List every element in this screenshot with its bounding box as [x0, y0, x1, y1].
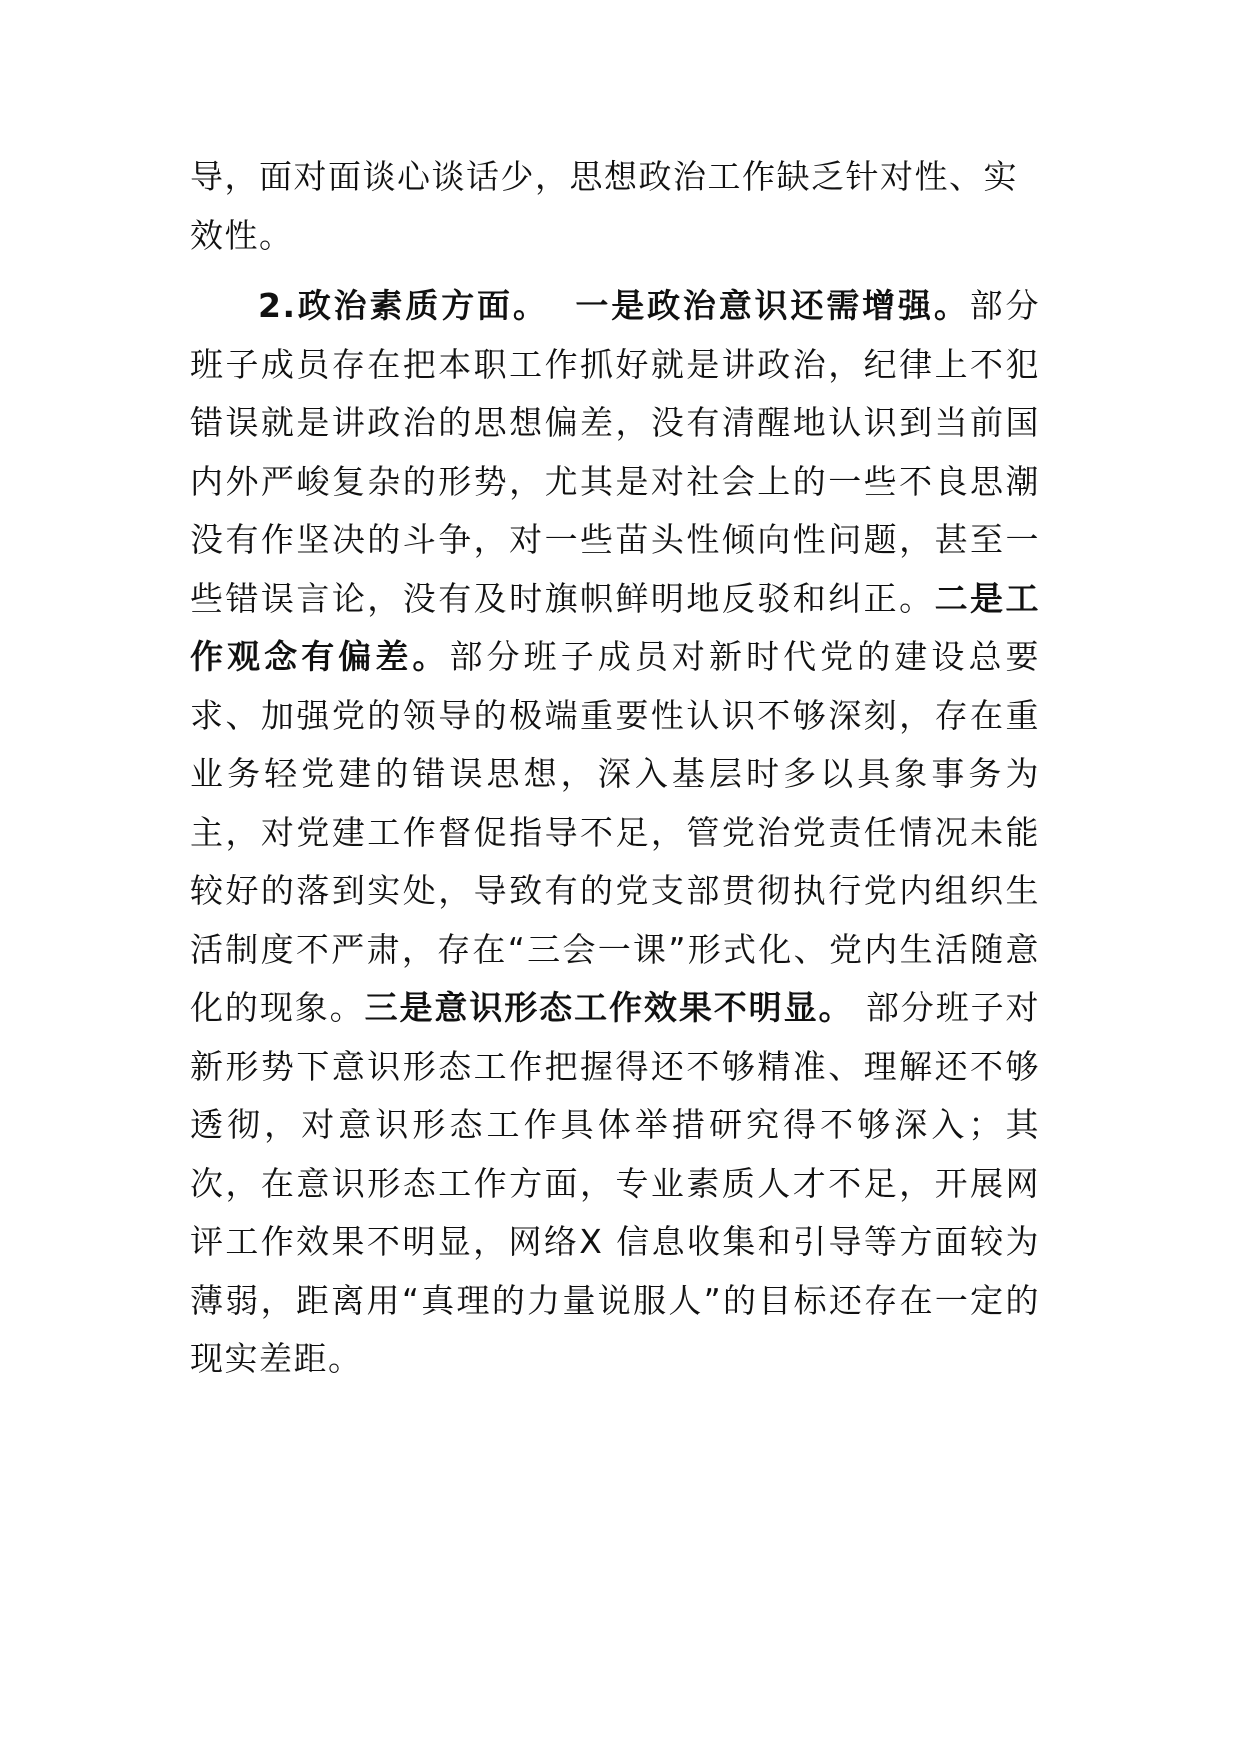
text-line: 导，面对面谈心谈话少，思想政治工作缺乏针对性、实 — [190, 157, 1018, 196]
point-text-2: 部分班子成员对新时代党的建设总要求、加强党的领导的极端重要性认识不够深刻，存在重业务轻党建的错误思想，深入基层时多以具象事务为主，对党建工作督促指导不足，管党治党责任情况未能较好的落到实处，导致有的党支部贯彻执行党内组织生活制度不严肃，存在“三会一课”形式化、党内生活随意化的现象。 — [190, 637, 1041, 1027]
point-title-3: 三是意识形态工作效果不明显。 — [364, 988, 854, 1027]
paragraph-continuation — [190, 148, 1040, 265]
document-body — [190, 148, 1040, 1389]
text-line: 效性。 — [190, 215, 294, 255]
paragraph-political-quality — [190, 277, 1040, 1389]
point-text-1: 部分班子成员存在把本职工作抓好就是讲政治，纪律上不犯错误就是讲政治的思想偏差，没有清醒地认识到当前国内外严峻复杂的形势，尤其是对社会上的一些不良思潮没有作坚决的斗争，对一些苗头性倾向性问题，甚至一些错误言论，没有及时旗帜鲜明地反驳和纠正。 — [190, 286, 1041, 618]
point-title-1: 一是政治意识还需增强。 — [575, 286, 970, 325]
section-heading: 2.政治素质方面。 — [258, 286, 549, 325]
point-title-2: 二是工作观念有偏差。 — [190, 578, 1041, 676]
point-text-3: 部分班子对新形势下意识形态工作把握得还不够精准、理解还不够透彻，对意识形态工作具体举措研究得不够深入；其次，在意识形态工作方面，专业素质人才不足，开展网评工作效果不明显，网络X 信息收集和引导等方面较为薄弱，距离用“真理的力量说服人”的目标还存在一定的现实差距。 — [190, 988, 1041, 1378]
